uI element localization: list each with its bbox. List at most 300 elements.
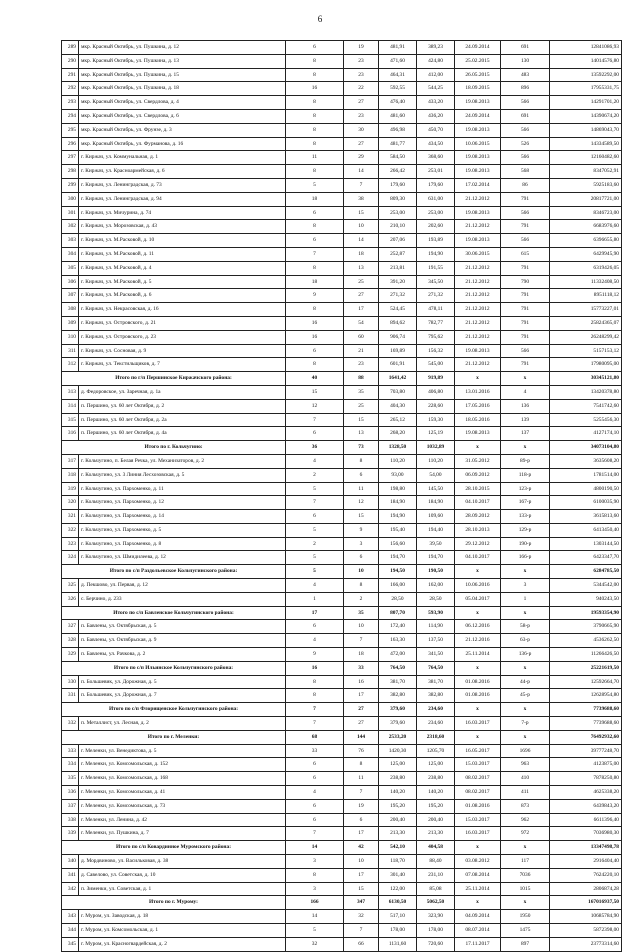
row-number: 334 <box>62 758 79 772</box>
address-cell: г. Киржач, ул. М.Расковой, д. 6 <box>79 289 286 303</box>
row-number: 319 <box>62 482 79 496</box>
row-number: 301 <box>62 206 79 220</box>
total-area-cell: 195,20 <box>379 799 417 813</box>
table-row <box>62 551 622 565</box>
total-area-cell: 476,40 <box>379 96 417 110</box>
page-number: 6 <box>317 14 323 24</box>
residents-cell: 15 <box>344 413 379 427</box>
living-area-cell: 178,00 <box>417 924 455 938</box>
table-row <box>62 717 622 731</box>
residents-cell: 10 <box>344 855 379 869</box>
doc-number-cell: 166-р <box>501 551 550 565</box>
total-area-cell: 198,80 <box>379 482 417 496</box>
date-cell: 21.12.2012 <box>455 275 501 289</box>
floors-cell: 8 <box>286 165 344 179</box>
total-area-cell: 894,62 <box>379 316 417 330</box>
floors-cell: 6 <box>286 41 344 55</box>
table-row <box>62 924 622 938</box>
living-area-cell: 424,80 <box>417 54 455 68</box>
living-area-cell: 2318,60 <box>417 730 455 744</box>
doc-number-cell: 130 <box>501 54 550 68</box>
subtotal-title: Итого по с/п Раздольевское Кольчугинского района: <box>62 565 286 579</box>
row-number: 292 <box>62 82 79 96</box>
residents-cell: 14 <box>344 165 379 179</box>
doc-number-cell: 136-р <box>501 648 550 662</box>
residents-cell: 22 <box>344 82 379 96</box>
table-row <box>62 772 622 786</box>
doc-number-cell: 7036 <box>501 868 550 882</box>
date-cell: 21.12.2012 <box>455 330 501 344</box>
floors-cell: 11 <box>286 151 344 165</box>
date-cell: 13.01.2016 <box>455 385 501 399</box>
total-area-cell: 481,77 <box>379 137 417 151</box>
residents-cell: 23 <box>344 109 379 123</box>
cost-cell: 13592292,00 <box>550 68 622 82</box>
floors-cell: 7 <box>286 703 344 717</box>
total-area-cell: 542,10 <box>379 841 417 855</box>
cost-cell: 4127174,10 <box>550 427 622 441</box>
date-cell: 03.08.2012 <box>455 855 501 869</box>
floors-cell: 15 <box>286 385 344 399</box>
residents-cell: 27 <box>344 717 379 731</box>
subtotal-row <box>62 703 622 717</box>
floors-cell: 3 <box>286 855 344 869</box>
residents-cell: 17 <box>344 868 379 882</box>
residents-cell: 60 <box>344 330 379 344</box>
residents-cell: 42 <box>344 841 379 855</box>
address-cell: мкр. Красный Октябрь, ул. Пушкина, д. 15 <box>79 68 286 82</box>
doc-number-cell: 566 <box>501 96 550 110</box>
doc-number-cell: 58-р <box>501 620 550 634</box>
floors-cell: 7 <box>286 413 344 427</box>
cost-cell: 5872398,00 <box>550 924 622 938</box>
date-cell: 08.02.2017 <box>455 786 501 800</box>
address-cell: г. Кольчугино, ул. Пархоменко, д. 8 <box>79 537 286 551</box>
date-cell: 04.10.2017 <box>455 496 501 510</box>
total-area-cell: 472,00 <box>379 648 417 662</box>
cost-cell: 5925183,60 <box>550 178 622 192</box>
doc-number-cell: 7-р <box>501 717 550 731</box>
residents-cell: 15 <box>344 206 379 220</box>
date-cell: x <box>455 372 501 386</box>
housing-register-table <box>61 40 622 952</box>
cost-cell: 12160482,60 <box>550 151 622 165</box>
address-cell: п. Зименки, ул. Советская, д. 1 <box>79 882 286 896</box>
table-row <box>62 385 622 399</box>
doc-number-cell: 566 <box>501 234 550 248</box>
table-row <box>62 454 622 468</box>
residents-cell: 13 <box>344 427 379 441</box>
floors-cell: 6 <box>286 758 344 772</box>
date-cell: 01.08.2016 <box>455 675 501 689</box>
cost-cell: 6284785,50 <box>550 565 622 579</box>
doc-number-cell: 136 <box>501 399 550 413</box>
doc-number-cell: 791 <box>501 261 550 275</box>
living-area-cell: 110,20 <box>417 454 455 468</box>
living-area-cell: 234,60 <box>417 703 455 717</box>
total-area-cell: 381,70 <box>379 675 417 689</box>
floors-cell: 18 <box>286 192 344 206</box>
row-number: 311 <box>62 344 79 358</box>
doc-number-cell: 483 <box>501 68 550 82</box>
date-cell: 28.10.2013 <box>455 523 501 537</box>
residents-cell: 27 <box>344 289 379 303</box>
date-cell: 10.06.2015 <box>455 137 501 151</box>
cost-cell: 14390674,20 <box>550 109 622 123</box>
address-cell: г. Киржач, ул. Сосновая, д. 9 <box>79 344 286 358</box>
row-number: 289 <box>62 41 79 55</box>
floors-cell: 8 <box>286 137 344 151</box>
floors-cell: 16 <box>286 330 344 344</box>
doc-number-cell: 566 <box>501 151 550 165</box>
floors-cell: 16 <box>286 316 344 330</box>
total-area-cell: 1131,60 <box>379 937 417 951</box>
floors-cell: 8 <box>286 303 344 317</box>
total-area-cell: 156,60 <box>379 537 417 551</box>
row-number: 314 <box>62 399 79 413</box>
total-area-cell: 601,91 <box>379 358 417 372</box>
living-area-cell: 234,60 <box>417 717 455 731</box>
date-cell: 17.11.2017 <box>455 937 501 951</box>
floors-cell: 5 <box>286 523 344 537</box>
living-area-cell: 213,30 <box>417 827 455 841</box>
row-number: 335 <box>62 772 79 786</box>
address-cell: п. Металлист, ул. Лесная, д. 2 <box>79 717 286 731</box>
residents-cell: 15 <box>344 510 379 524</box>
floors-cell: 33 <box>286 744 344 758</box>
doc-number-cell: 791 <box>501 192 550 206</box>
address-cell: п. Першино, ул. 60 лет Октября, д. 2а <box>79 413 286 427</box>
cost-cell: 7541742,60 <box>550 399 622 413</box>
total-area-cell: 379,60 <box>379 703 417 717</box>
residents-cell: 25 <box>344 275 379 289</box>
residents-cell: 18 <box>344 247 379 261</box>
cost-cell: 6683976,60 <box>550 220 622 234</box>
residents-cell: 32 <box>344 910 379 924</box>
date-cell: x <box>455 730 501 744</box>
table-row <box>62 592 622 606</box>
total-area-cell: 1328,50 <box>379 441 417 455</box>
address-cell: г. Киржач, ул. Мичурина, д. 74 <box>79 206 286 220</box>
residents-cell: 144 <box>344 730 379 744</box>
address-cell: п. Першино, ул. 60 лет Октября, д. 2 <box>79 399 286 413</box>
residents-cell: 7 <box>344 178 379 192</box>
row-number: 329 <box>62 648 79 662</box>
row-number: 297 <box>62 151 79 165</box>
address-cell: г. Кольчугино, ул. 3 Линия Лесхозовская, д. 5 <box>79 468 286 482</box>
cost-cell: 17955331,75 <box>550 82 622 96</box>
cost-cell: 4123875,00 <box>550 758 622 772</box>
residents-cell: 19 <box>344 41 379 55</box>
doc-number-cell: 691 <box>501 41 550 55</box>
date-cell: 30.06.2015 <box>455 247 501 261</box>
table-row <box>62 137 622 151</box>
cost-cell: 12841086,93 <box>550 41 622 55</box>
living-area-cell: 389,23 <box>417 41 455 55</box>
total-area-cell: 140,20 <box>379 786 417 800</box>
address-cell: п. Бавлены, ул. Рачкова, д. 2 <box>79 648 286 662</box>
floors-cell: 6 <box>286 344 344 358</box>
row-number: 317 <box>62 454 79 468</box>
address-cell: г. Киржач, ул. М.Расковой, д. 5 <box>79 275 286 289</box>
address-cell: г. Муром, ул. Комсомольская, д. 1 <box>79 924 286 938</box>
living-area-cell: 368,60 <box>417 151 455 165</box>
table-row <box>62 289 622 303</box>
residents-cell: 6 <box>344 468 379 482</box>
floors-cell: 40 <box>286 372 344 386</box>
doc-number-cell: 137 <box>501 427 550 441</box>
date-cell: 21.12.2012 <box>455 192 501 206</box>
table-row <box>62 813 622 827</box>
floors-cell: 6 <box>286 234 344 248</box>
floors-cell: 6 <box>286 510 344 524</box>
row-number: 316 <box>62 427 79 441</box>
row-number: 343 <box>62 910 79 924</box>
date-cell: 19.08.2013 <box>455 206 501 220</box>
living-area-cell: 200,40 <box>417 813 455 827</box>
address-cell: г. Кольчугино, ул. Пархоменко, д. 14 <box>79 510 286 524</box>
table-row <box>62 54 622 68</box>
total-area-cell: 184,90 <box>379 496 417 510</box>
cost-cell: 25824365,07 <box>550 316 622 330</box>
floors-cell: 8 <box>286 109 344 123</box>
floors-cell: 8 <box>286 358 344 372</box>
table-row <box>62 413 622 427</box>
row-number: 304 <box>62 247 79 261</box>
cost-cell: 14014576,80 <box>550 54 622 68</box>
residents-cell: 23 <box>344 68 379 82</box>
table-row <box>62 41 622 55</box>
row-number: 300 <box>62 192 79 206</box>
date-cell: 17.02.2014 <box>455 178 501 192</box>
address-cell: г. Киржач, ул. Текстильщиков, д. 7 <box>79 358 286 372</box>
cost-cell: 8347052,91 <box>550 165 622 179</box>
table-row <box>62 303 622 317</box>
date-cell: 08.07.2014 <box>455 924 501 938</box>
floors-cell: 4 <box>286 634 344 648</box>
doc-number-cell: 63-р <box>501 634 550 648</box>
subtotal-row <box>62 661 622 675</box>
address-cell: д. Пекшово, ул. Первая, д. 12 <box>79 579 286 593</box>
living-area-cell: 28,50 <box>417 592 455 606</box>
table-row <box>62 399 622 413</box>
total-area-cell: 481,91 <box>379 41 417 55</box>
address-cell: г. Меленки, ул. Пушкина, д. 7 <box>79 827 286 841</box>
date-cell: 21.12.2012 <box>455 261 501 275</box>
subtotal-title: Итого по г. Меленки: <box>62 730 286 744</box>
residents-cell: 11 <box>344 772 379 786</box>
table-row <box>62 330 622 344</box>
subtotal-row <box>62 565 622 579</box>
living-area-cell: 919,89 <box>417 372 455 386</box>
living-area-cell: 720,60 <box>417 937 455 951</box>
cost-cell: 1303144,50 <box>550 537 622 551</box>
date-cell: 06.12.2016 <box>455 620 501 634</box>
doc-number-cell: 791 <box>501 330 550 344</box>
cost-cell: 19593354,90 <box>550 606 622 620</box>
doc-number-cell: 1950 <box>501 910 550 924</box>
total-area-cell: 584,50 <box>379 151 417 165</box>
total-area-cell: 703,80 <box>379 385 417 399</box>
floors-cell: 9 <box>286 648 344 662</box>
subtotal-row <box>62 441 622 455</box>
cost-cell: 4800190,50 <box>550 482 622 496</box>
floors-cell: 9 <box>286 289 344 303</box>
row-number: 295 <box>62 123 79 137</box>
living-area-cell: 433,20 <box>417 96 455 110</box>
row-number: 306 <box>62 275 79 289</box>
row-number: 294 <box>62 109 79 123</box>
row-number: 298 <box>62 165 79 179</box>
date-cell: 15.03.2017 <box>455 758 501 772</box>
total-area-cell: 194,90 <box>379 510 417 524</box>
cost-cell: 3635608,20 <box>550 454 622 468</box>
living-area-cell: 450,70 <box>417 123 455 137</box>
row-number: 302 <box>62 220 79 234</box>
floors-cell: 6 <box>286 206 344 220</box>
total-area-cell: 906,74 <box>379 330 417 344</box>
cost-cell: 6429945,90 <box>550 247 622 261</box>
floors-cell: 5 <box>286 482 344 496</box>
date-cell: 19.08.2013 <box>455 96 501 110</box>
floors-cell: 4 <box>286 454 344 468</box>
doc-number-cell: 691 <box>501 109 550 123</box>
date-cell: 19.08.2013 <box>455 344 501 358</box>
total-area-cell: 266,42 <box>379 165 417 179</box>
doc-number-cell: 972 <box>501 827 550 841</box>
table-row <box>62 358 622 372</box>
floors-cell: 8 <box>286 220 344 234</box>
cost-cell: 3790665,90 <box>550 620 622 634</box>
floors-cell: 6 <box>286 813 344 827</box>
living-area-cell: 381,70 <box>417 675 455 689</box>
floors-cell: 7 <box>286 827 344 841</box>
date-cell: 18.05.2016 <box>455 413 501 427</box>
doc-number-cell: 410 <box>501 772 550 786</box>
residents-cell: 21 <box>344 344 379 358</box>
total-area-cell: 404,30 <box>379 399 417 413</box>
address-cell: д. Мордвиново, ул. Васильковая, д. 38 <box>79 855 286 869</box>
living-area-cell: 345,50 <box>417 275 455 289</box>
living-area-cell: 271,32 <box>417 289 455 303</box>
table-row <box>62 744 622 758</box>
total-area-cell: 807,70 <box>379 606 417 620</box>
address-cell: г. Киржач, ул. М.Расковой, д. 10 <box>79 234 286 248</box>
residents-cell: 17 <box>344 303 379 317</box>
row-number: 326 <box>62 592 79 606</box>
total-area-cell: 118,70 <box>379 855 417 869</box>
address-cell: п. Большевик, ул. Дорожная, д. 7 <box>79 689 286 703</box>
row-number: 327 <box>62 620 79 634</box>
cost-cell: 12628954,80 <box>550 689 622 703</box>
living-area-cell: 202,60 <box>417 220 455 234</box>
address-cell: г. Кольчугино, ул. Шмидилеева, д. 12 <box>79 551 286 565</box>
total-area-cell: 195,40 <box>379 523 417 537</box>
table-row <box>62 482 622 496</box>
total-area-cell: 253,00 <box>379 206 417 220</box>
date-cell: 01.08.2016 <box>455 689 501 703</box>
address-cell: п. Першино, ул. 60 лет Октября, д. 4а <box>79 427 286 441</box>
residents-cell: 13 <box>344 261 379 275</box>
doc-number-cell: 791 <box>501 358 550 372</box>
living-area-cell: 195,20 <box>417 799 455 813</box>
date-cell: 26.05.2015 <box>455 68 501 82</box>
total-area-cell: 207,06 <box>379 234 417 248</box>
total-area-cell: 379,60 <box>379 717 417 731</box>
total-area-cell: 464,31 <box>379 68 417 82</box>
cost-cell: 6100035,90 <box>550 496 622 510</box>
address-cell: г. Киржач, ул. Морозовская, д. 43 <box>79 220 286 234</box>
floors-cell: 8 <box>286 689 344 703</box>
table-row <box>62 537 622 551</box>
subtotal-title: Итого по г/п Першинское Киржачского района: <box>62 372 286 386</box>
table-row <box>62 178 622 192</box>
date-cell: x <box>455 703 501 717</box>
date-cell: 16.05.2017 <box>455 744 501 758</box>
total-area-cell: 481,60 <box>379 109 417 123</box>
row-number: 324 <box>62 551 79 565</box>
residents-cell: 30 <box>344 123 379 137</box>
row-number: 310 <box>62 330 79 344</box>
residents-cell: 6 <box>344 551 379 565</box>
residents-cell: 12 <box>344 496 379 510</box>
table-row <box>62 675 622 689</box>
date-cell: 31.05.2012 <box>455 454 501 468</box>
total-area-cell: 1420,30 <box>379 744 417 758</box>
date-cell: 25.11.2014 <box>455 882 501 896</box>
living-area-cell: 1205,70 <box>417 744 455 758</box>
cost-cell: 7739688,60 <box>550 717 622 731</box>
table-row <box>62 827 622 841</box>
row-number: 341 <box>62 868 79 882</box>
doc-number-cell: x <box>501 730 550 744</box>
floors-cell: 1 <box>286 592 344 606</box>
total-area-cell: 517,10 <box>379 910 417 924</box>
doc-number-cell: x <box>501 372 550 386</box>
doc-number-cell: 118-р <box>501 468 550 482</box>
doc-number-cell: 568 <box>501 165 550 179</box>
table-row <box>62 523 622 537</box>
subtotal-title: Итого по г. Кольчугино: <box>62 441 286 455</box>
table-row <box>62 579 622 593</box>
address-cell: д. Савелово, ул. Советская, д. 10 <box>79 868 286 882</box>
date-cell: 10.06.2016 <box>455 579 501 593</box>
address-cell: г. Кольчугино, ул. Пархоменко, д. 5 <box>79 523 286 537</box>
address-cell: г. Меленки, ул. Комсомольская, д. 152 <box>79 758 286 772</box>
doc-number-cell: x <box>501 841 550 855</box>
living-area-cell: 341,50 <box>417 648 455 662</box>
total-area-cell: 166,00 <box>379 579 417 593</box>
living-area-cell: 145,50 <box>417 482 455 496</box>
floors-cell: 6 <box>286 799 344 813</box>
residents-cell: 14 <box>344 234 379 248</box>
residents-cell: 33 <box>344 661 379 675</box>
floors-cell: 14 <box>286 841 344 855</box>
cost-cell: 6319426,05 <box>550 261 622 275</box>
date-cell: x <box>455 606 501 620</box>
table-row <box>62 82 622 96</box>
cost-cell: 940243,50 <box>550 592 622 606</box>
living-area-cell: 253,00 <box>417 206 455 220</box>
cost-cell: 26248299,42 <box>550 330 622 344</box>
residents-cell: 76 <box>344 744 379 758</box>
cost-cell: 20817721,00 <box>550 192 622 206</box>
address-cell: г. Киржач, ул. М.Расковой, д. 11 <box>79 247 286 261</box>
date-cell: 24.09.2014 <box>455 41 501 55</box>
total-area-cell: 391,20 <box>379 275 417 289</box>
living-area-cell: 782,77 <box>417 316 455 330</box>
cost-cell: 14291701,20 <box>550 96 622 110</box>
